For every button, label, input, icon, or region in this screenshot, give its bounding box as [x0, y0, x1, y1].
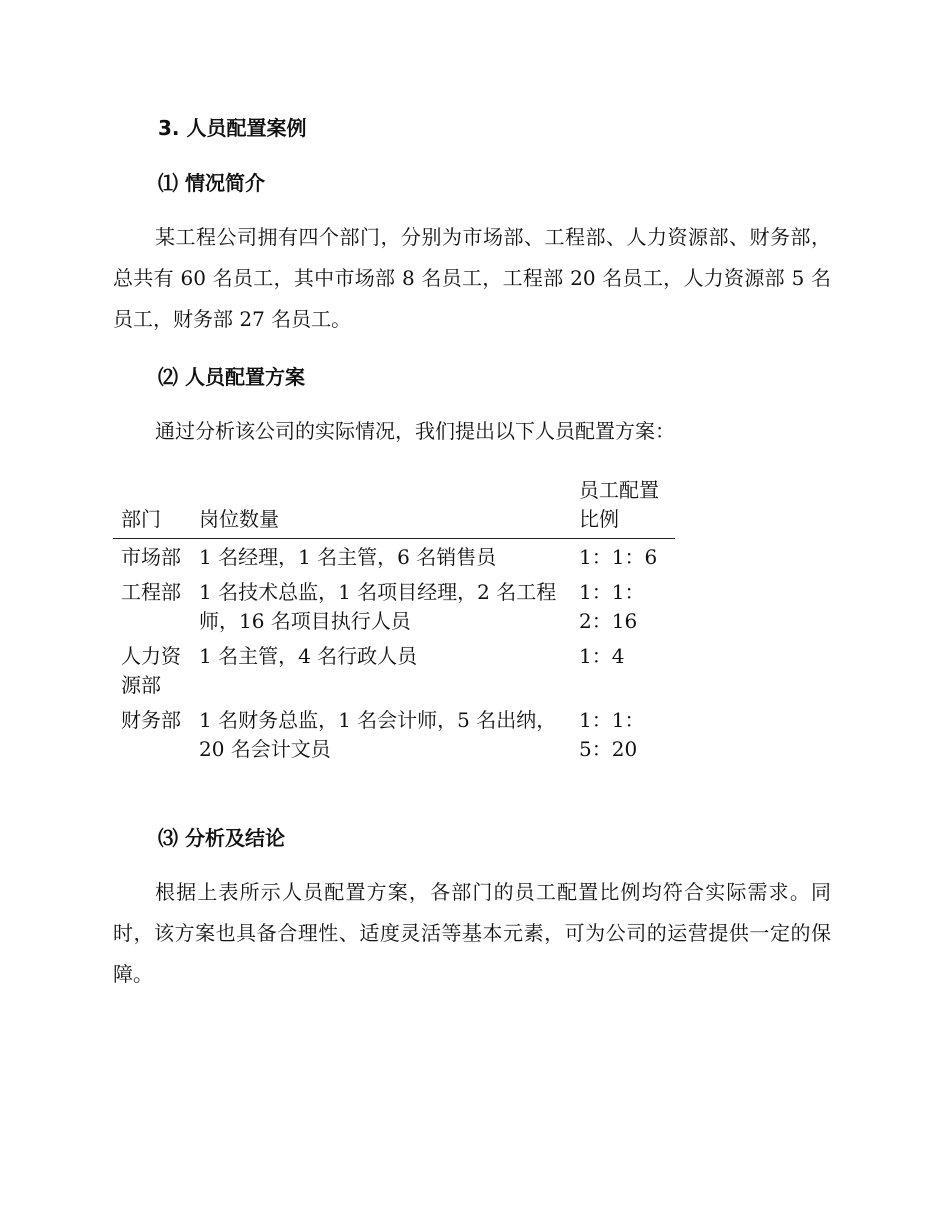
cell-department: 工程部 [121, 580, 181, 604]
cell-ratio: 1：4 [579, 644, 625, 668]
table-header-row [113, 472, 675, 539]
staffing-table [113, 472, 675, 766]
table-row [113, 702, 675, 766]
cell-department: 人力资源部 [121, 644, 181, 697]
table-row [113, 539, 675, 575]
subsection-title-analysis: ⑶ 分析及结论 [158, 826, 285, 850]
conclusion-paragraph: 根据上表所示人员配置方案，各部门的员工配置比例均符合实际需求。同时，该方案也具备合理性、适度灵活等基本元素，可为公司的运营提供一定的保障。 [113, 880, 831, 986]
subsection-title-plan: ⑵ 人员配置方案 [158, 365, 305, 389]
cell-ratio: 1：1：2：16 [579, 580, 645, 633]
cell-ratio: 1：1：5：20 [579, 708, 645, 761]
cell-department: 市场部 [121, 545, 181, 569]
header-positions: 岗位数量 [199, 507, 279, 531]
cell-positions: 1 名主管，4 名行政人员 [199, 644, 418, 668]
cell-ratio: 1：1：6 [579, 545, 658, 569]
cell-positions: 1 名财务总监，1 名会计师，5 名出纳，20 名会计文员 [199, 708, 557, 761]
cell-positions: 1 名经理，1 名主管，6 名销售员 [199, 545, 497, 569]
intro-paragraph: 某工程公司拥有四个部门，分别为市场部、工程部、人力资源部、财务部，总共有 60 名员工，其中市场部 8 名员工，工程部 20 名员工，人力资源部 5 名员工，财务部 27 名员工。 [113, 225, 831, 331]
header-ratio: 员工配置比例 [579, 478, 659, 531]
subsection-title-overview: ⑴ 情况简介 [158, 171, 265, 195]
cell-positions: 1 名技术总监，1 名项目经理，2 名工程师，16 名项目执行人员 [199, 580, 557, 633]
plan-intro-paragraph: 通过分析该公司的实际情况，我们提出以下人员配置方案： [155, 419, 675, 443]
table-row [113, 574, 675, 638]
header-department: 部门 [121, 507, 161, 531]
table-row [113, 638, 675, 702]
section-title: 3. 人员配置案例 [158, 116, 307, 140]
cell-department: 财务部 [121, 708, 181, 732]
